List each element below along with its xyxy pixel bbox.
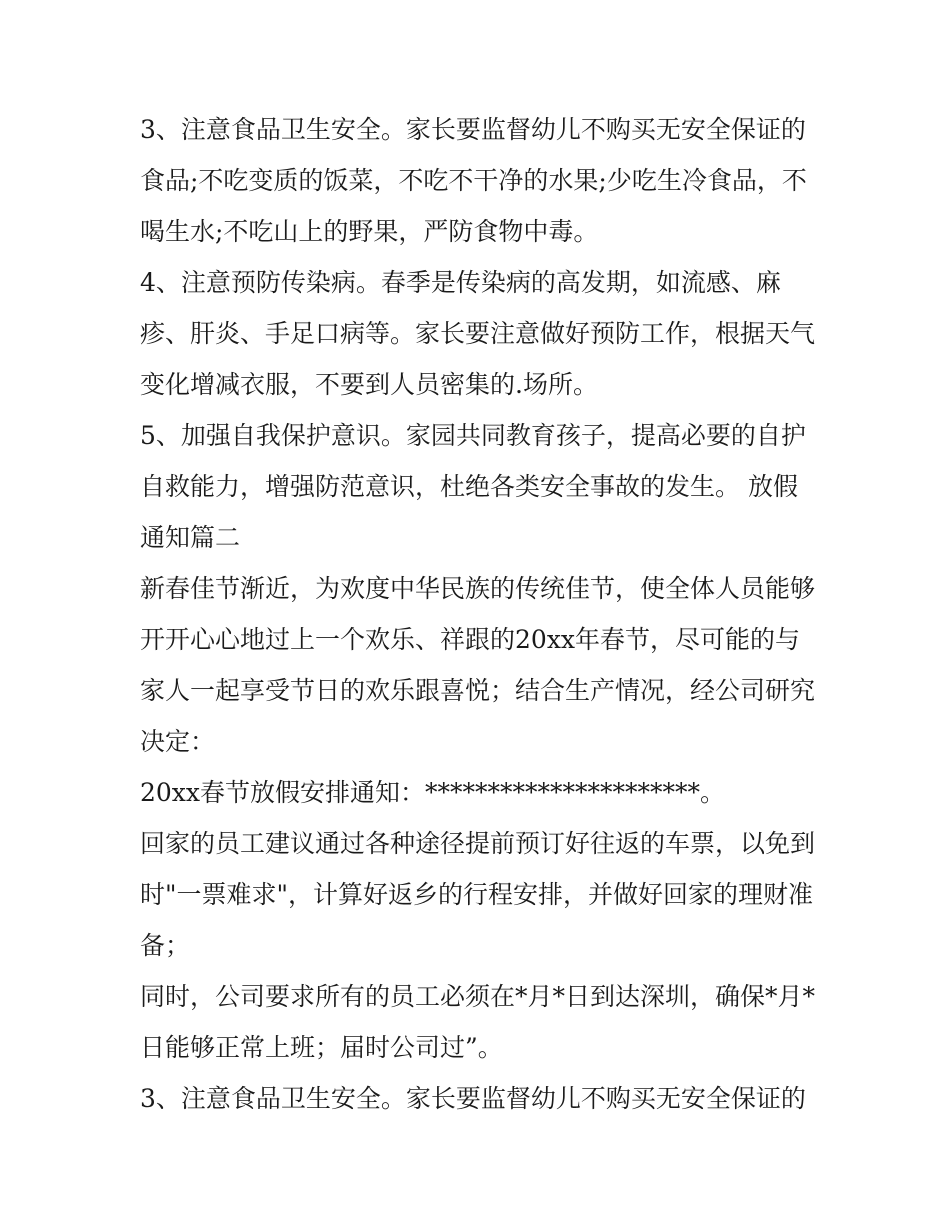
text-line: 同时，公司要求所有的员工必须在*月*日到达深圳，确保*月*: [140, 982, 816, 1011]
text-line: 通知篇二: [140, 523, 241, 552]
text-line: 家人一起享受节日的欢乐跟喜悦；结合生产情况，经公司研究: [140, 676, 816, 705]
text-line: 喝生水;不吃山上的野果，严防食物中毒。: [140, 217, 599, 246]
text-line: 变化增减衣服，不要到人员密集的.场所。: [140, 370, 598, 399]
text-line: 时"一票难求"，计算好返乡的行程安排，并做好回家的理财准: [140, 880, 814, 909]
text-line: 疹、肝炎、手足口病等。家长要注意做好预防工作，根据天气: [140, 319, 816, 348]
text-line: 新春佳节渐近，为欢度中华民族的传统佳节，使全体人员能够: [140, 574, 816, 603]
document-body: [140, 104, 820, 1124]
text-line: 3、注意食品卫生安全。家长要监督幼儿不购买无安全保证的: [140, 115, 806, 144]
text-line: 5、加强自我保护意识。家园共同教育孩子，提高必要的自护: [140, 421, 806, 450]
text-line: 回家的员工建议通过各种途径提前预订好往返的车票，以免到: [140, 829, 816, 858]
text-line: 3、注意食品卫生安全。家长要监督幼儿不购买无安全保证的: [140, 1084, 806, 1113]
text-line: 20xx春节放假安排通知：**********************。: [140, 778, 726, 807]
text-line: 4、注意预防传染病。春季是传染病的高发期，如流感、麻: [140, 268, 781, 297]
text-line: 决定：: [140, 727, 216, 756]
text-line: 开开心心地过上一个欢乐、祥跟的20xx年春节，尽可能的与: [140, 625, 801, 654]
text-line: 日能够正常上班；届时公司过”。: [140, 1033, 503, 1062]
text-line: 备；: [140, 931, 191, 960]
text-line: 自救能力，增强防范意识，杜绝各类安全事故的发生。 放假: [140, 472, 798, 501]
text-line: 食品;不吃变质的饭菜，不吃不干净的水果;少吃生冷食品，不: [140, 166, 807, 195]
